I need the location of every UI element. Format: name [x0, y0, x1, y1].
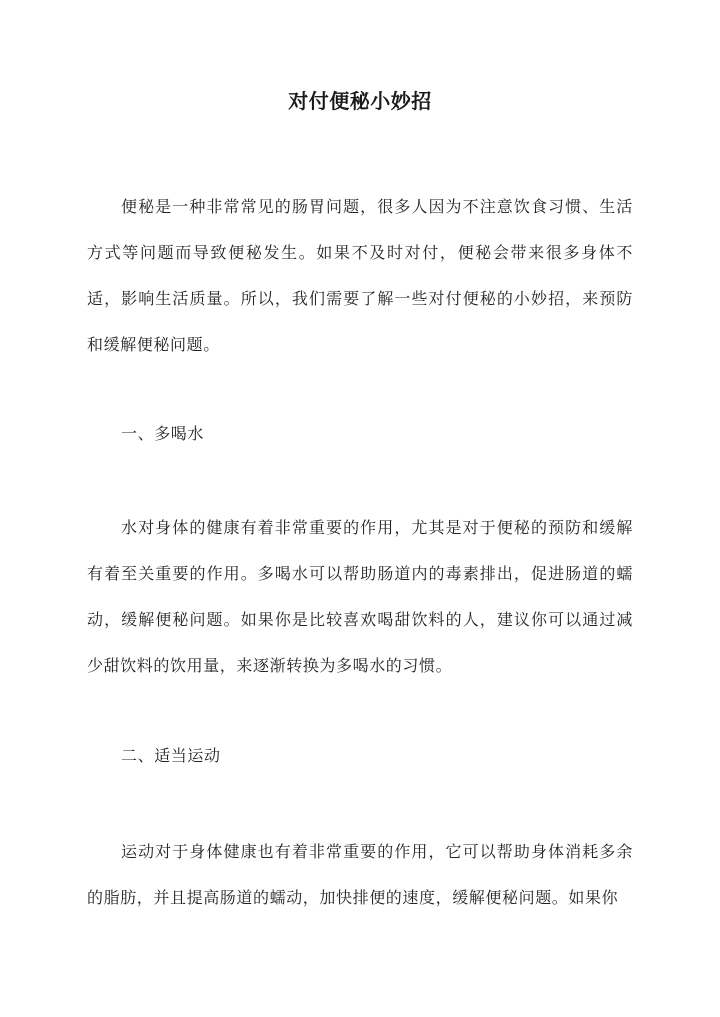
section-heading-exercise: 二、适当运动: [121, 746, 221, 765]
intro-paragraph: 便秘是一种非常常见的肠胃问题，很多人因为不注意饮食习惯、生活方式等问题而导致便秘发生。如果不及时对付，便秘会带来很多身体不适，影响生活质量。所以，我们需要了解一些对付便秘的小妙招，来预防和缓解便秘问题。: [87, 197, 633, 354]
exercise-paragraph: 运动对于身体健康也有着非常重要的作用，它可以帮助身体消耗多余的脂肪，并且提高肠道的蠕动，加快排便的速度，缓解便秘问题。如果你: [87, 842, 633, 907]
section-heading-water: 一、多喝水: [121, 424, 205, 443]
water-paragraph: 水对身体的健康有着非常重要的作用，尤其是对于便秘的预防和缓解有着至关重要的作用。多喝水可以帮助肠道内的毒素排出，促进肠道的蠕动，缓解便秘问题。如果你是比较喜欢喝甜饮料的人，建议你可以通过减少甜饮料的饮用量，来逐渐转换为多喝水的习惯。: [87, 518, 633, 675]
document-title: 对付便秘小妙招: [288, 89, 432, 113]
